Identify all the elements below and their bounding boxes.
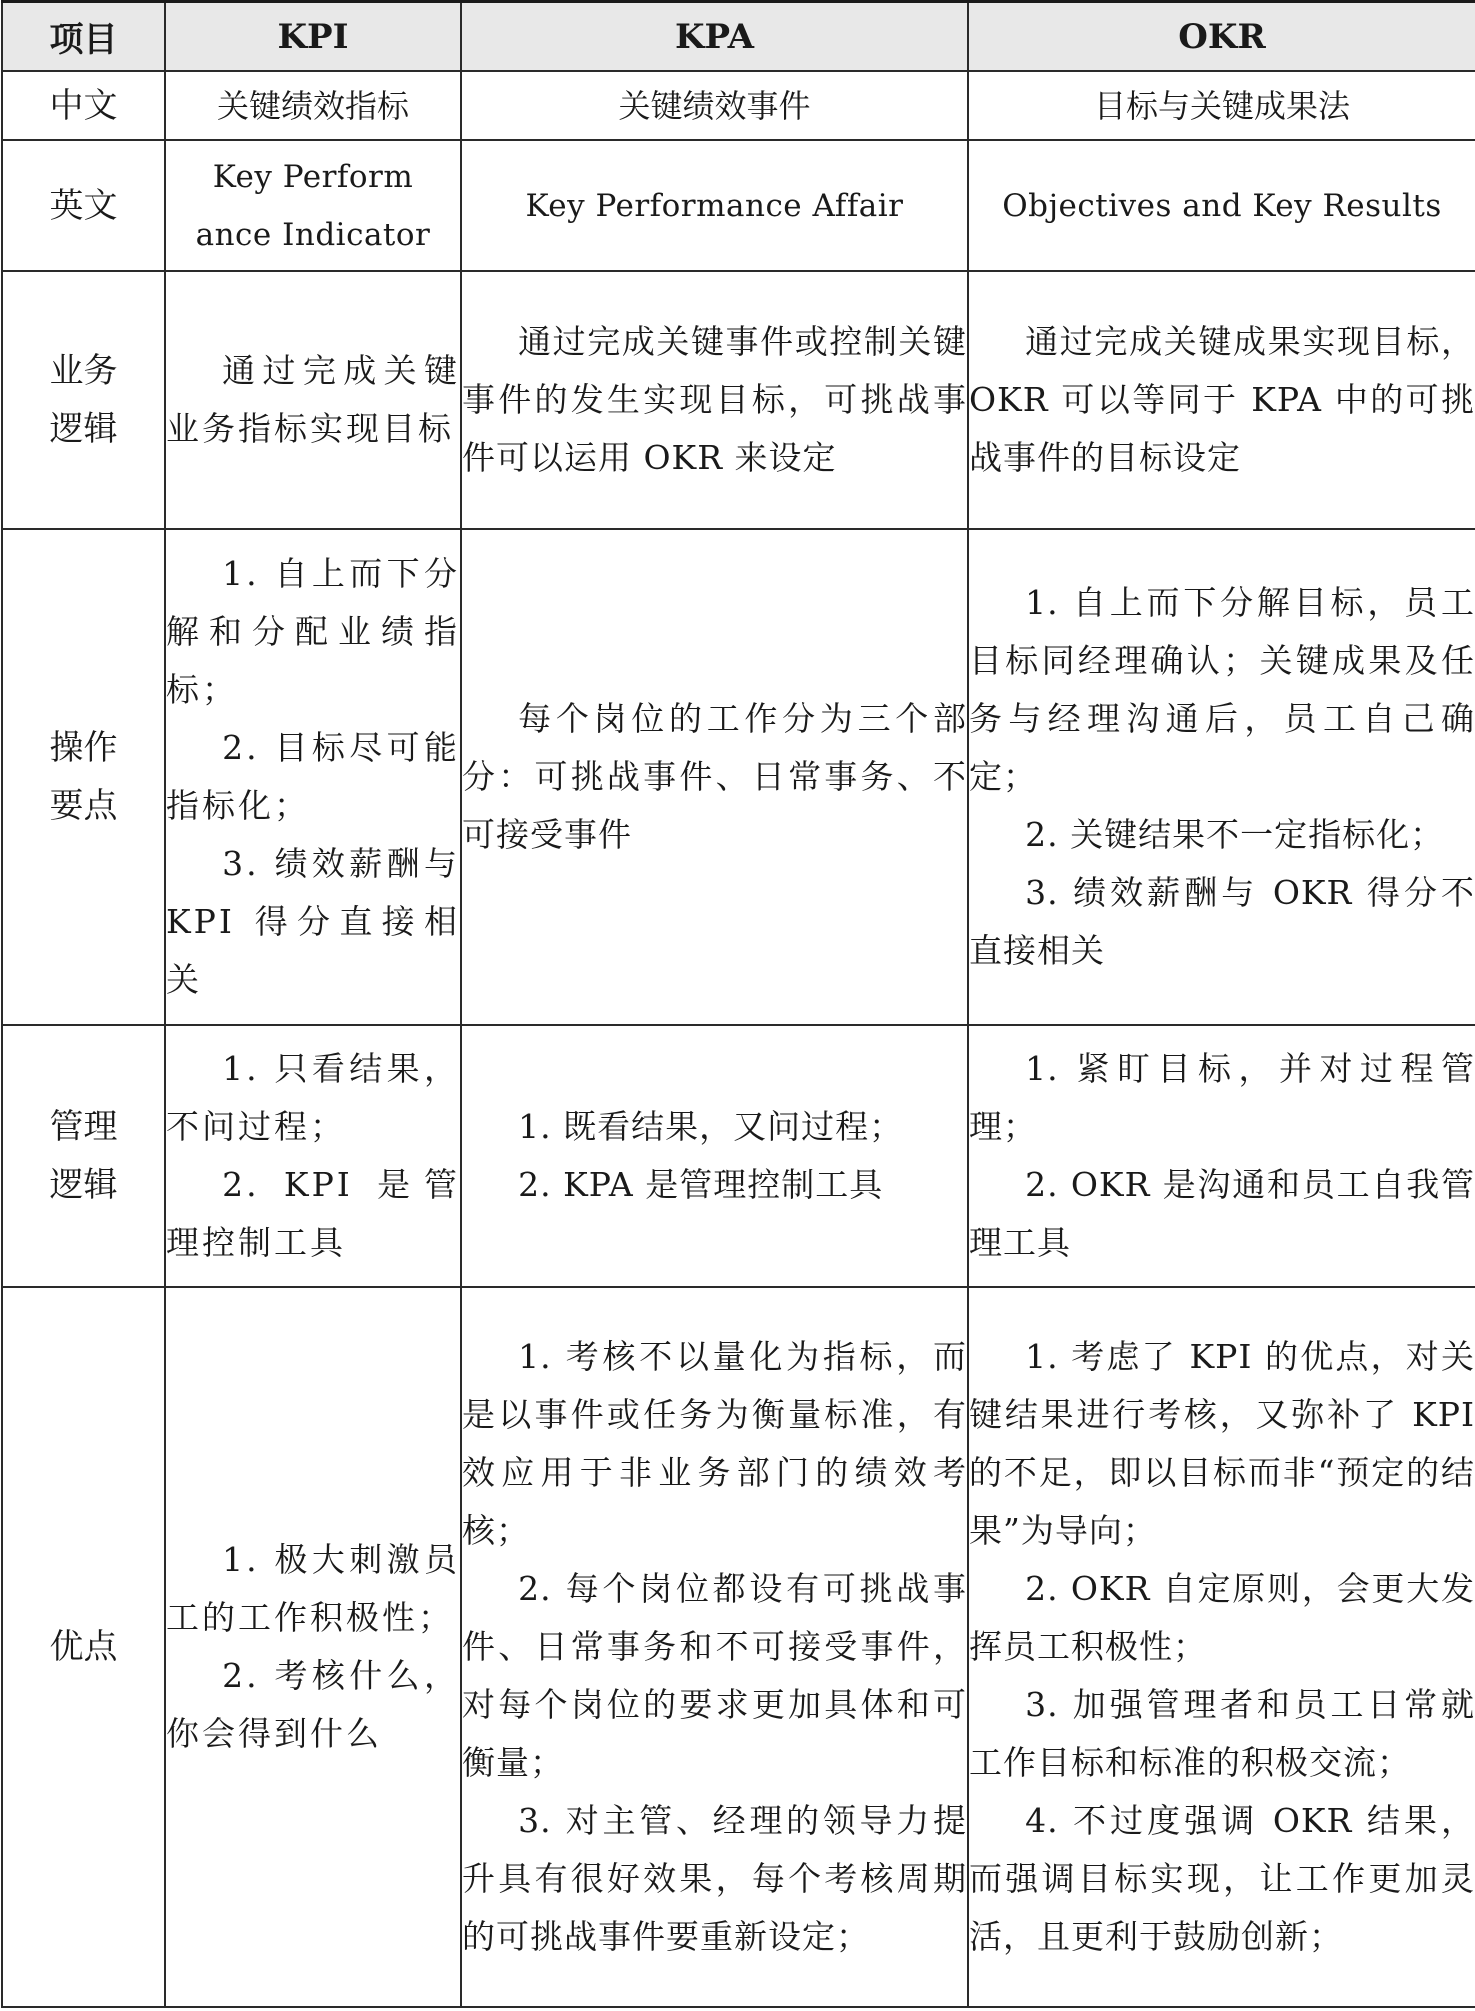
comparison-table bbox=[1, 0, 1475, 2008]
kpi-advantages bbox=[165, 1287, 461, 2007]
row-label-operation-points: 操作 要点 bbox=[2, 529, 165, 1025]
row-operation-points bbox=[2, 529, 1475, 1025]
row-label-english: 英文 bbox=[2, 140, 165, 271]
okr-chinese-name: 目标与关键成果法 bbox=[968, 71, 1475, 140]
row-label-management-logic: 管理 逻辑 bbox=[2, 1025, 165, 1287]
list-item: 2. 考核什么，你会得到什么 bbox=[166, 1656, 460, 1753]
header-row bbox=[2, 2, 1475, 72]
kpa-advantages bbox=[461, 1287, 968, 2007]
list-item: 3. 绩效薪酬与 OKR 得分不直接相关 bbox=[969, 873, 1475, 970]
row-business-logic bbox=[2, 271, 1475, 529]
list-item: 1. 极大刺激员工的工作积极性； bbox=[166, 1540, 460, 1637]
kpa-chinese-name: 关键绩效事件 bbox=[461, 71, 968, 140]
header-item: 项目 bbox=[2, 2, 165, 72]
list-item: 2. OKR 自定原则，会更大发挥员工积极性； bbox=[969, 1569, 1475, 1666]
kpi-english-name bbox=[165, 140, 461, 271]
okr-management-logic bbox=[968, 1025, 1475, 1287]
kpa-management-logic bbox=[461, 1025, 968, 1287]
kpi-operation-points bbox=[165, 529, 461, 1025]
kpi-management-logic bbox=[165, 1025, 461, 1287]
list-item: 3. 绩效薪酬与 KPI 得分直接相关 bbox=[166, 844, 460, 999]
header-kpi: KPI bbox=[165, 2, 461, 72]
list-item: 2. 每个岗位都设有可挑战事件、日常事务和不可接受事件，对每个岗位的要求更加具体和可衡量； bbox=[462, 1569, 967, 1782]
kpi-english-line2: ance Indicator bbox=[195, 216, 431, 253]
list-item: 2. KPA 是管理控制工具 bbox=[518, 1165, 884, 1204]
kpa-operation-points: 每个岗位的工作分为三个部分：可挑战事件、日常事务、不可接受事件 bbox=[461, 529, 968, 1025]
row-label-advantages: 优点 bbox=[2, 1287, 165, 2007]
list-item: 2. OKR 是沟通和员工自我管理工具 bbox=[969, 1165, 1475, 1262]
row-advantages bbox=[2, 1287, 1475, 2007]
list-item: 1. 自上而下分解目标，员工目标同经理确认；关键成果及任务与经理沟通后，员工自己确定； bbox=[969, 583, 1475, 796]
list-item: 2. 目标尽可能指标化； bbox=[166, 728, 460, 825]
list-item: 3. 对主管、经理的领导力提升具有很好效果，每个考核周期的可挑战事件要重新设定； bbox=[462, 1801, 967, 1956]
row-label-chinese: 中文 bbox=[2, 71, 165, 140]
header-okr: OKR bbox=[968, 2, 1475, 72]
header-kpa: KPA bbox=[461, 2, 968, 72]
kpi-english-line1: Key Perform bbox=[212, 158, 414, 195]
kpa-business-logic: 通过完成关键事件或控制关键事件的发生实现目标，可挑战事件可以运用 OKR 来设定 bbox=[461, 271, 968, 529]
okr-advantages bbox=[968, 1287, 1475, 2007]
list-item: 1. 考虑了 KPI 的优点，对关键结果进行考核，又弥补了 KPI 的不足，即以目标而非“预定的结果”为导向； bbox=[969, 1337, 1475, 1550]
list-item: 2. 关键结果不一定指标化； bbox=[1025, 815, 1445, 854]
list-item: 1. 既看结果，又问过程； bbox=[518, 1107, 904, 1146]
list-item: 3. 加强管理者和员工日常就工作目标和标准的积极交流； bbox=[969, 1685, 1475, 1782]
list-item: 2. KPI 是管理控制工具 bbox=[166, 1165, 460, 1262]
list-item: 4. 不过度强调 OKR 结果，而强调目标实现，让工作更加灵活，且更利于鼓励创新； bbox=[969, 1801, 1475, 1956]
row-chinese bbox=[2, 71, 1475, 140]
list-item: 1. 自上而下分解和分配业绩指标； bbox=[166, 554, 460, 709]
kpa-english-name: Key Performance Affair bbox=[461, 140, 968, 271]
okr-business-logic: 通过完成关键成果实现目标，OKR 可以等同于 KPA 中的可挑战事件的目标设定 bbox=[968, 271, 1475, 529]
list-item: 1. 紧盯目标，并对过程管理； bbox=[969, 1049, 1475, 1146]
kpi-chinese-name: 关键绩效指标 bbox=[165, 71, 461, 140]
list-item: 1. 只看结果，不问过程； bbox=[166, 1049, 460, 1146]
row-label-business-logic: 业务 逻辑 bbox=[2, 271, 165, 529]
row-management-logic bbox=[2, 1025, 1475, 1287]
kpi-business-logic: 通过完成关键业务指标实现目标 bbox=[165, 271, 461, 529]
row-english bbox=[2, 140, 1475, 271]
list-item: 1. 考核不以量化为指标，而是以事件或任务为衡量标准，有效应用于非业务部门的绩效考核； bbox=[462, 1337, 967, 1550]
okr-english-name: Objectives and Key Results bbox=[968, 140, 1475, 271]
okr-operation-points bbox=[968, 529, 1475, 1025]
